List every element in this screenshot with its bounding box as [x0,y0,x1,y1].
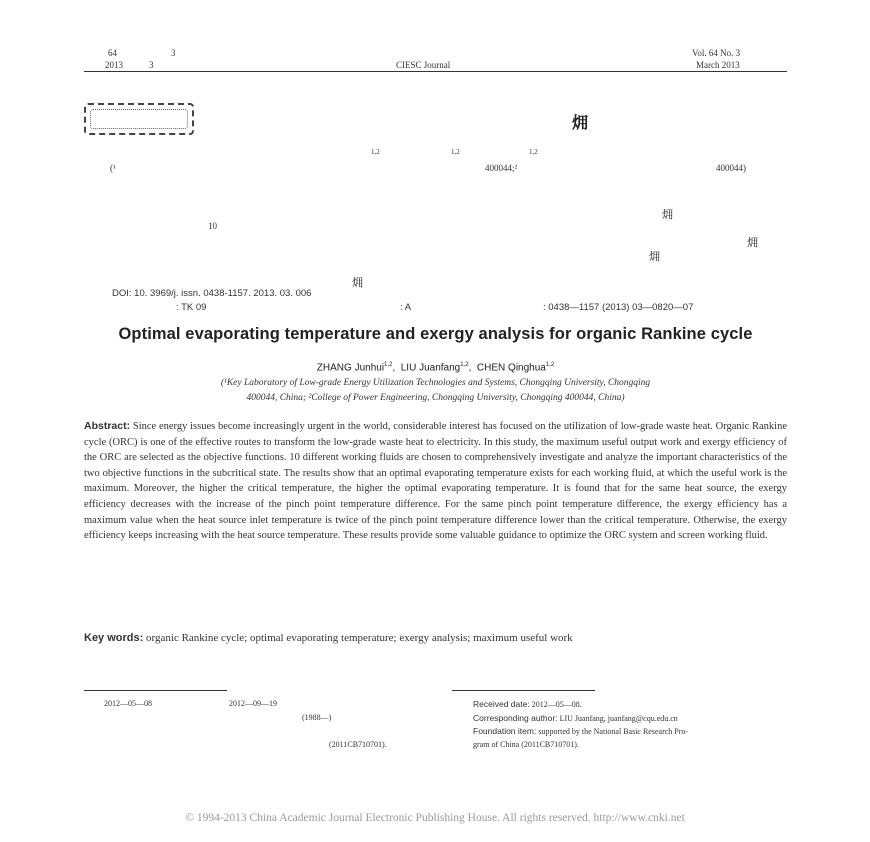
cn-author-sup-2: 1,2 [451,148,460,156]
fn-birth: (1988—) [302,713,332,722]
fn-grant: (2011CB710701). [329,740,387,749]
affiliation-line-1: (¹Key Laboratory of Low-grade Energy Utilization Technologies and Systems, Chongqing University, Chongqing [220,378,651,388]
cn-keyword-exergy: 㶲 [352,277,363,289]
footnote-rule-left [84,690,227,691]
paper-title-en: Optimal evaporating temperature and exergy analysis for organic Rankine cycle [118,325,753,343]
affiliation-line-2: 400044, China; ²College of Power Engineering, Chongqing University, Chongqing 400044, China) [246,393,625,403]
author-affil-sup: 1,2 [384,362,393,368]
footnote-rule-right [452,690,595,691]
fn-received-value: 2012—05—08. [531,700,582,709]
cn-title-char: 㶲 [572,115,589,132]
cn-abstract-ten: 10 [208,221,217,231]
copyright-notice: © 1994-2013 China Academic Journal Electronic Publishing House. All rights reserved. http://www.cnki.net [185,812,685,824]
fn-corresponding-en [473,713,678,723]
fn-received-en [473,699,582,709]
fn-foundation-en [473,726,688,736]
header-month: 3 [149,60,154,70]
cn-author-sup-1: 1,2 [371,148,380,156]
header-volume: 64 [108,48,117,58]
clc-number: : TK 09 [176,302,207,313]
author-name: CHEN Qinghua [476,362,546,374]
cn-author-sup-3: 1,2 [529,148,538,156]
header-year: 2013 [105,60,123,70]
header-date: March 2013 [696,60,740,70]
keywords-label: Key words: [84,632,144,644]
fn-foundation-en-2: gram of China (2011CB710701). [473,740,579,749]
abstract-text: Since energy issues become increasingly urgent in the world, considerable interest has focused on the utilization of low-grade waste heat. Organic Rankine cycle (ORC) is one of the effective routes to transform the low-grade waste heat to electricity. In this study, the maximum useful output work and exergy efficiency of the ORC are selected as the objective functions. 10 different working fluids are chosen to comprehensively investigate and analyze the important characteristics of the two objective functions in the subcritical state. The results show that an optimal evaporating temperature exists for each working fluid, at which the useful work is the maximum. Moreover, the higher the critical temperature, the higher the optimal evaporating temperature. It is found that for the same heat source, the exergy efficiency decreases with the increase of the pinch point temperature difference. For the same pinch point temperature difference, the exergy efficiency has a maximum value when the heat source inlet temperature is twice of the pinch point temperature difference lower than the critical temperature. Otherwise, the exergy efficiency keeps increasing with the heat source temperature. These results provide some valuable guidance to optimize the ORC system and screen working fluid. [84,421,788,542]
fn-received: 2012—05—08 [104,699,152,708]
fn-found-value: supported by the National Basic Research Pro- [538,727,689,736]
keywords [84,630,787,646]
doi: DOI: 10. 3969/j. issn. 0438-1157. 2013. 03. 006 [112,288,312,299]
cn-affil-zip1: 400044;² [485,163,518,173]
fn-found-label: Foundation item: [473,726,537,736]
fn-revised: 2012—09—19 [229,699,277,708]
author-affil-sup: 1,2 [545,362,555,368]
document-code: : A [400,302,412,313]
author-name: ZHANG Junhui [316,362,385,374]
fn-corr-value: LIU Juanfang, juanfang@cqu.edu.cn [559,714,678,723]
cn-abstract-exergy-3: 㶲 [649,251,660,263]
author-list: ZHANG Junhui$^{1,2}$, LIU Juanfang$^{1,2}$, CHEN Qinghua$^{1,2}$ [316,362,555,374]
article-type-badge [84,103,194,135]
fn-received-label: Received date: [473,699,530,709]
author-name: LIU Juanfang [400,362,461,374]
header-rule [84,71,787,72]
fn-corr-label: Corresponding author: [473,713,558,723]
header-issue: 3 [171,48,176,58]
abstract [84,419,787,544]
cn-affil-zip2: 400044) [716,163,746,173]
cn-affil-open: (¹ [110,163,116,173]
author-affil-sup: 1,2 [460,362,469,368]
keywords-text: organic Rankine cycle; optimal evaporating temperature; exergy analysis; maximum useful work [146,632,573,644]
cn-abstract-exergy-1: 㶲 [662,209,673,221]
article-id: : 0438—1157 (2013) 03—0820—07 [543,302,694,313]
header-journal: CIESC Journal [396,60,451,70]
abstract-label: Abstract: [84,420,131,432]
header-vol-no: Vol. 64 No. 3 [692,48,741,58]
cn-abstract-exergy-2: 㶲 [747,237,758,249]
